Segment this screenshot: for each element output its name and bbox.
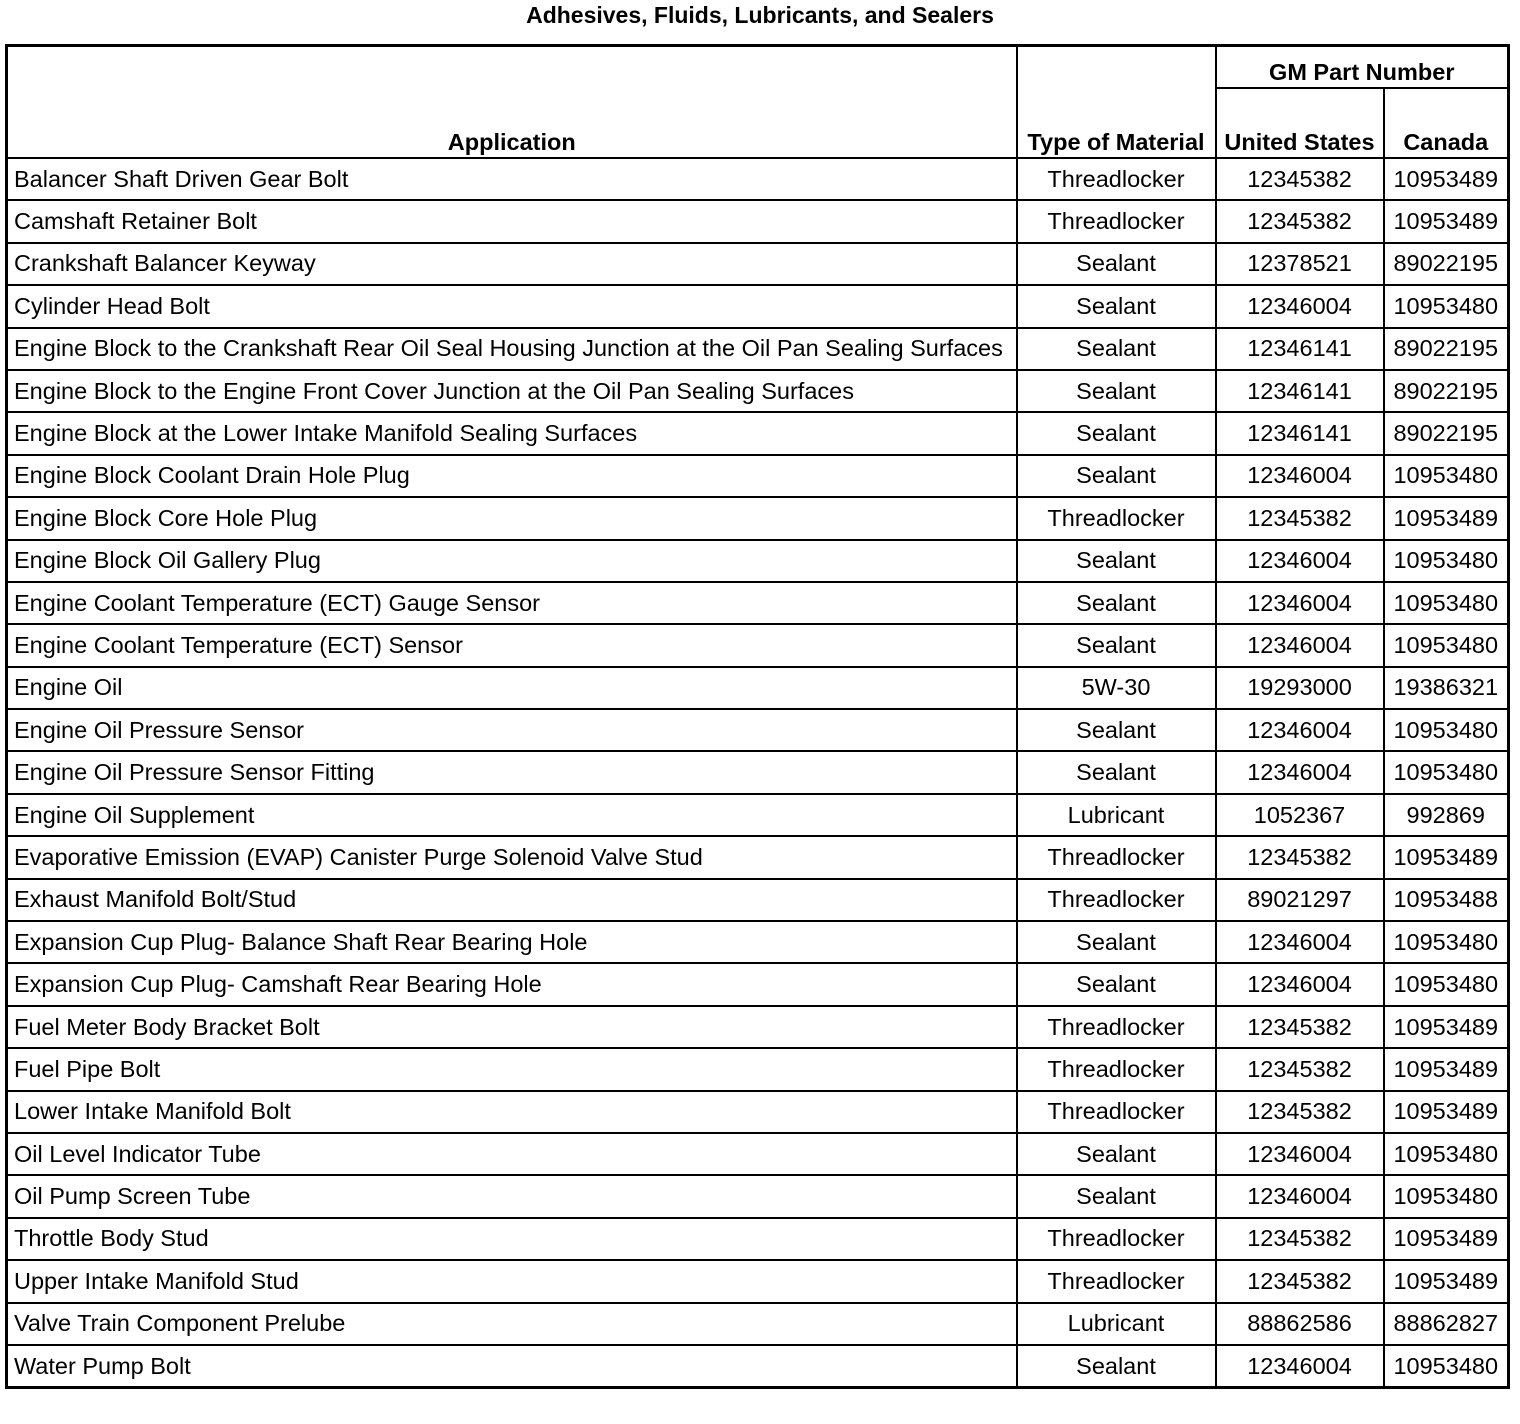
cell-canada-part-number: 10953480 bbox=[1384, 582, 1509, 624]
cell-canada-part-number: 10953480 bbox=[1384, 1133, 1509, 1175]
cell-application: Upper Intake Manifold Stud bbox=[7, 1260, 1017, 1302]
cell-type-of-material: Sealant bbox=[1017, 370, 1216, 412]
cell-type-of-material: Sealant bbox=[1017, 624, 1216, 666]
cell-canada-part-number: 10953480 bbox=[1384, 624, 1509, 666]
cell-application: Water Pump Bolt bbox=[7, 1345, 1017, 1388]
table-row bbox=[7, 1218, 1509, 1260]
table-row bbox=[7, 709, 1509, 751]
cell-us-part-number: 89021297 bbox=[1216, 879, 1384, 921]
cell-application: Engine Coolant Temperature (ECT) Sensor bbox=[7, 624, 1017, 666]
cell-application: Engine Oil bbox=[7, 667, 1017, 709]
cell-type-of-material: Sealant bbox=[1017, 243, 1216, 285]
cell-us-part-number: 12345382 bbox=[1216, 1218, 1384, 1260]
cell-type-of-material: Threadlocker bbox=[1017, 879, 1216, 921]
cell-type-of-material: Sealant bbox=[1017, 709, 1216, 751]
cell-us-part-number: 12345382 bbox=[1216, 497, 1384, 539]
table-body bbox=[7, 158, 1509, 1388]
cell-canada-part-number: 10953480 bbox=[1384, 540, 1509, 582]
header-united-states: United States bbox=[1216, 88, 1384, 158]
cell-application: Camshaft Retainer Bolt bbox=[7, 200, 1017, 242]
cell-type-of-material: Sealant bbox=[1017, 582, 1216, 624]
cell-application: Engine Coolant Temperature (ECT) Gauge Sensor bbox=[7, 582, 1017, 624]
cell-us-part-number: 88862586 bbox=[1216, 1303, 1384, 1345]
cell-application: Balancer Shaft Driven Gear Bolt bbox=[7, 158, 1017, 200]
cell-us-part-number: 12346004 bbox=[1216, 751, 1384, 793]
cell-type-of-material: Threadlocker bbox=[1017, 1260, 1216, 1302]
cell-application: Cylinder Head Bolt bbox=[7, 285, 1017, 327]
table-row bbox=[7, 243, 1509, 285]
cell-application: Engine Oil Supplement bbox=[7, 794, 1017, 836]
cell-us-part-number: 12346141 bbox=[1216, 370, 1384, 412]
table-row bbox=[7, 667, 1509, 709]
table-row bbox=[7, 412, 1509, 454]
table-row bbox=[7, 497, 1509, 539]
cell-canada-part-number: 10953480 bbox=[1384, 963, 1509, 1005]
cell-application: Oil Level Indicator Tube bbox=[7, 1133, 1017, 1175]
cell-us-part-number: 12345382 bbox=[1216, 200, 1384, 242]
table-row bbox=[7, 1133, 1509, 1175]
table-row bbox=[7, 1345, 1509, 1388]
table-row bbox=[7, 1260, 1509, 1302]
cell-application: Engine Block Core Hole Plug bbox=[7, 497, 1017, 539]
cell-canada-part-number: 10953489 bbox=[1384, 1260, 1509, 1302]
table-row bbox=[7, 1048, 1509, 1090]
cell-canada-part-number: 10953489 bbox=[1384, 200, 1509, 242]
cell-application: Exhaust Manifold Bolt/Stud bbox=[7, 879, 1017, 921]
cell-type-of-material: Threadlocker bbox=[1017, 1091, 1216, 1133]
table-row bbox=[7, 836, 1509, 878]
header-application: Application bbox=[7, 46, 1017, 159]
page-title: Adhesives, Fluids, Lubricants, and Sealers bbox=[526, 2, 994, 28]
table-row bbox=[7, 370, 1509, 412]
cell-type-of-material: Lubricant bbox=[1017, 794, 1216, 836]
cell-us-part-number: 12346004 bbox=[1216, 285, 1384, 327]
cell-us-part-number: 12378521 bbox=[1216, 243, 1384, 285]
table-row bbox=[7, 540, 1509, 582]
cell-canada-part-number: 10953480 bbox=[1384, 921, 1509, 963]
cell-us-part-number: 12345382 bbox=[1216, 1006, 1384, 1048]
cell-application: Engine Block to the Engine Front Cover Junction at the Oil Pan Sealing Surfaces bbox=[7, 370, 1017, 412]
cell-type-of-material: Sealant bbox=[1017, 963, 1216, 1005]
cell-canada-part-number: 10953489 bbox=[1384, 836, 1509, 878]
table-row bbox=[7, 1091, 1509, 1133]
table-row bbox=[7, 751, 1509, 793]
cell-us-part-number: 12345382 bbox=[1216, 1048, 1384, 1090]
cell-canada-part-number: 89022195 bbox=[1384, 370, 1509, 412]
cell-canada-part-number: 89022195 bbox=[1384, 243, 1509, 285]
cell-type-of-material: Sealant bbox=[1017, 1175, 1216, 1217]
cell-us-part-number: 12346004 bbox=[1216, 1175, 1384, 1217]
cell-canada-part-number: 10953480 bbox=[1384, 455, 1509, 497]
table-row bbox=[7, 328, 1509, 370]
cell-type-of-material: Threadlocker bbox=[1017, 200, 1216, 242]
cell-application: Engine Block Oil Gallery Plug bbox=[7, 540, 1017, 582]
cell-us-part-number: 19293000 bbox=[1216, 667, 1384, 709]
cell-application: Expansion Cup Plug- Camshaft Rear Bearing Hole bbox=[7, 963, 1017, 1005]
cell-application: Engine Block Coolant Drain Hole Plug bbox=[7, 455, 1017, 497]
cell-us-part-number: 12345382 bbox=[1216, 1260, 1384, 1302]
cell-canada-part-number: 10953489 bbox=[1384, 497, 1509, 539]
cell-canada-part-number: 10953480 bbox=[1384, 285, 1509, 327]
table-row bbox=[7, 455, 1509, 497]
cell-application: Lower Intake Manifold Bolt bbox=[7, 1091, 1017, 1133]
table-row bbox=[7, 879, 1509, 921]
cell-canada-part-number: 10953480 bbox=[1384, 1175, 1509, 1217]
table-row bbox=[7, 582, 1509, 624]
cell-application: Fuel Pipe Bolt bbox=[7, 1048, 1017, 1090]
cell-type-of-material: Threadlocker bbox=[1017, 1048, 1216, 1090]
cell-type-of-material: Lubricant bbox=[1017, 1303, 1216, 1345]
header-row-group bbox=[7, 46, 1509, 89]
cell-us-part-number: 12346004 bbox=[1216, 540, 1384, 582]
cell-type-of-material: Sealant bbox=[1017, 328, 1216, 370]
table-row bbox=[7, 285, 1509, 327]
cell-application: Engine Block to the Crankshaft Rear Oil Seal Housing Junction at the Oil Pan Sealing Surfaces bbox=[7, 328, 1017, 370]
cell-application: Crankshaft Balancer Keyway bbox=[7, 243, 1017, 285]
cell-type-of-material: Threadlocker bbox=[1017, 1218, 1216, 1260]
cell-canada-part-number: 89022195 bbox=[1384, 412, 1509, 454]
table-row bbox=[7, 1303, 1509, 1345]
cell-canada-part-number: 10953489 bbox=[1384, 158, 1509, 200]
cell-canada-part-number: 19386321 bbox=[1384, 667, 1509, 709]
table-row bbox=[7, 1006, 1509, 1048]
table-row bbox=[7, 624, 1509, 666]
cell-type-of-material: Sealant bbox=[1017, 1133, 1216, 1175]
cell-application: Engine Oil Pressure Sensor bbox=[7, 709, 1017, 751]
cell-canada-part-number: 10953480 bbox=[1384, 709, 1509, 751]
cell-canada-part-number: 10953489 bbox=[1384, 1048, 1509, 1090]
cell-us-part-number: 12345382 bbox=[1216, 158, 1384, 200]
cell-canada-part-number: 10953480 bbox=[1384, 751, 1509, 793]
cell-type-of-material: Sealant bbox=[1017, 1345, 1216, 1388]
cell-type-of-material: Threadlocker bbox=[1017, 158, 1216, 200]
cell-application: Engine Block at the Lower Intake Manifold Sealing Surfaces bbox=[7, 412, 1017, 454]
cell-application: Valve Train Component Prelube bbox=[7, 1303, 1017, 1345]
header-gm-part-number: GM Part Number bbox=[1216, 46, 1509, 89]
cell-application: Expansion Cup Plug- Balance Shaft Rear Bearing Hole bbox=[7, 921, 1017, 963]
cell-canada-part-number: 88862827 bbox=[1384, 1303, 1509, 1345]
cell-us-part-number: 12346004 bbox=[1216, 624, 1384, 666]
cell-canada-part-number: 992869 bbox=[1384, 794, 1509, 836]
cell-type-of-material: Threadlocker bbox=[1017, 1006, 1216, 1048]
table-row bbox=[7, 794, 1509, 836]
cell-type-of-material: Sealant bbox=[1017, 540, 1216, 582]
cell-canada-part-number: 10953480 bbox=[1384, 1345, 1509, 1388]
cell-type-of-material: Sealant bbox=[1017, 455, 1216, 497]
table-row bbox=[7, 1175, 1509, 1217]
cell-us-part-number: 1052367 bbox=[1216, 794, 1384, 836]
cell-us-part-number: 12345382 bbox=[1216, 1091, 1384, 1133]
cell-application: Oil Pump Screen Tube bbox=[7, 1175, 1017, 1217]
header-canada: Canada bbox=[1384, 88, 1509, 158]
cell-us-part-number: 12346004 bbox=[1216, 582, 1384, 624]
cell-application: Evaporative Emission (EVAP) Canister Purge Solenoid Valve Stud bbox=[7, 836, 1017, 878]
cell-type-of-material: 5W-30 bbox=[1017, 667, 1216, 709]
cell-type-of-material: Sealant bbox=[1017, 412, 1216, 454]
table-row bbox=[7, 921, 1509, 963]
cell-us-part-number: 12346004 bbox=[1216, 709, 1384, 751]
table-row bbox=[7, 200, 1509, 242]
table-row bbox=[7, 158, 1509, 200]
cell-us-part-number: 12346004 bbox=[1216, 455, 1384, 497]
cell-type-of-material: Sealant bbox=[1017, 751, 1216, 793]
cell-application: Engine Oil Pressure Sensor Fitting bbox=[7, 751, 1017, 793]
cell-canada-part-number: 10953489 bbox=[1384, 1006, 1509, 1048]
cell-type-of-material: Sealant bbox=[1017, 285, 1216, 327]
cell-us-part-number: 12346141 bbox=[1216, 328, 1384, 370]
cell-us-part-number: 12346004 bbox=[1216, 921, 1384, 963]
cell-us-part-number: 12346004 bbox=[1216, 1133, 1384, 1175]
cell-canada-part-number: 10953488 bbox=[1384, 879, 1509, 921]
cell-us-part-number: 12346004 bbox=[1216, 963, 1384, 1005]
cell-us-part-number: 12346004 bbox=[1216, 1345, 1384, 1388]
cell-canada-part-number: 10953489 bbox=[1384, 1091, 1509, 1133]
cell-us-part-number: 12345382 bbox=[1216, 836, 1384, 878]
header-type-of-material: Type of Material bbox=[1017, 46, 1216, 159]
parts-table bbox=[5, 44, 1510, 1389]
table-row bbox=[7, 963, 1509, 1005]
cell-type-of-material: Threadlocker bbox=[1017, 497, 1216, 539]
cell-us-part-number: 12346141 bbox=[1216, 412, 1384, 454]
table-header bbox=[7, 46, 1509, 159]
cell-application: Throttle Body Stud bbox=[7, 1218, 1017, 1260]
cell-canada-part-number: 89022195 bbox=[1384, 328, 1509, 370]
cell-canada-part-number: 10953489 bbox=[1384, 1218, 1509, 1260]
cell-application: Fuel Meter Body Bracket Bolt bbox=[7, 1006, 1017, 1048]
cell-type-of-material: Threadlocker bbox=[1017, 836, 1216, 878]
cell-type-of-material: Sealant bbox=[1017, 921, 1216, 963]
